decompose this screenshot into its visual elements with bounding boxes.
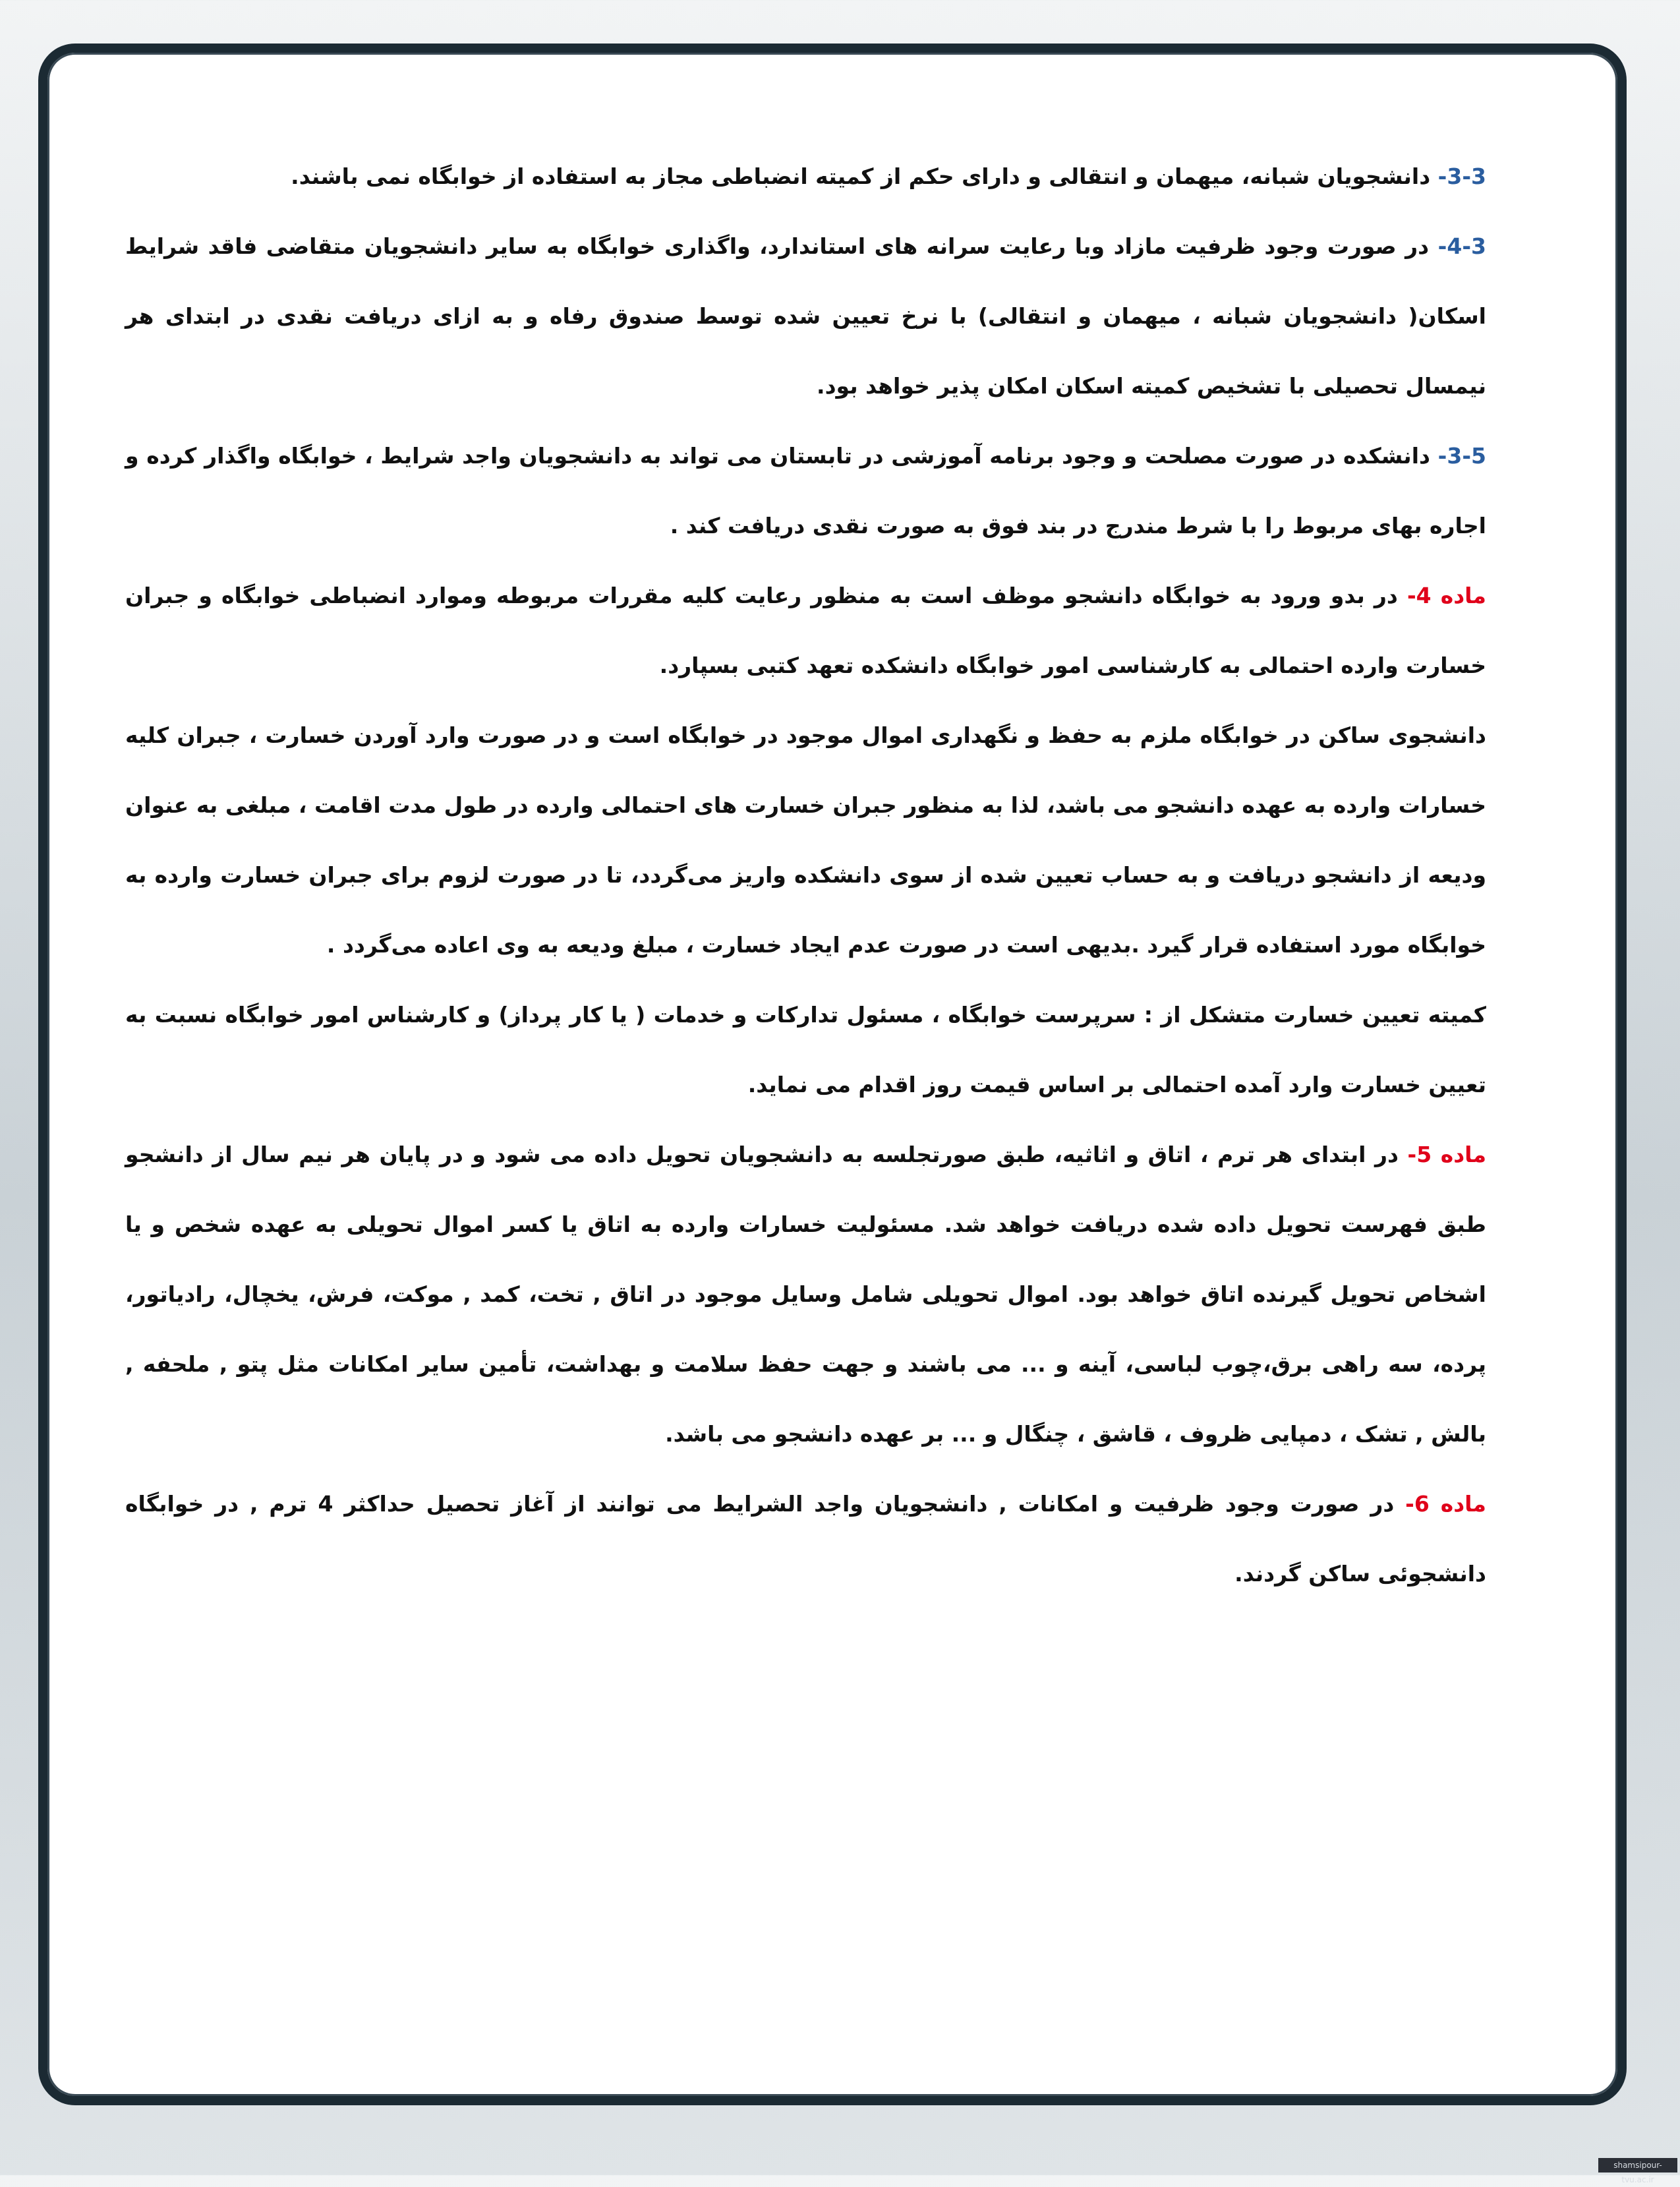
article-4 [125, 561, 1486, 701]
article-text: در بدو ورود به خوابگاه دانشجو موظف است به منظور رعایت کلیه مقررات مربوطه وموارد انضباطی خوابگاه و جبران خسارت وارده احتمالی به کارشناسی امور خوابگاه دانشکده تعهد کتبی بسپارد. [125, 583, 1486, 678]
clause-3-3 [125, 142, 1486, 212]
article-text: در ابتدای هر ترم ، اتاق و اثاثیه، طبق صورتجلسه به دانشجویان تحویل داده می شود و در پایان هر نیم سال از دانشجو طبق فهرست تحویل داده شده دریافت خواهد شد. مسئولیت خسارات وارده به اتاق یا کسر اموال تحویلی به عهده شخص و یا اشخاص تحویل گیرنده اتاق خواهد بود. اموال تحویلی شامل وسایل موجود در اتاق , تخت، کمد , موکت، فرش، یخچال، رادیاتور، پرده، سه راهی برق،چوب لباسی، آینه و ... می باشند و جهت حفظ سلامت و بهداشت، تأمین سایر امکانات مثل پتو , ملحفه , بالش , تشک ، دمپایی ظروف ، قاشق ، چنگال و ... بر عهده دانشجو می باشد. [125, 1142, 1486, 1447]
clause-text: دانشجویان شبانه، میهمان و انتقالی و دارای حکم از کمیته انضباطی مجاز به استفاده از خوابگاه نمی باشند. [291, 163, 1438, 189]
paragraph-text: دانشجوی ساکن در خوابگاه ملزم به حفظ و نگهداری اموال موجود در خوابگاه است و در صورت وارد آوردن خسارت ، جبران کلیه خسارات وارده به عهده دانشجو می باشد، لذا به منظور جبران خسارت های احتمالی وارده در طول مدت اقامت ، مبلغی به عنوان ودیعه از دانشجو دریافت و به حساب تعیین شده از سوی دانشکده واریز می‌گردد، تا در صورت لزوم برای جبران خسارت وارده به خوابگاه مورد استفاده قرار گیرد .بدیهی است در صورت عدم ایجاد خسارت ، مبلغ ودیعه به وی اعاده می‌گردد . [125, 722, 1486, 958]
damage-committee-paragraph [125, 980, 1486, 1120]
article-label: ماده 5- [1407, 1142, 1487, 1167]
clause-number: 3-3- [1437, 163, 1486, 189]
article-text: در صورت وجود ظرفیت و امکانات , دانشجویان واجد الشرایط می توانند از آغاز تحصیل حداکثر 4 ترم , در خوابگاه دانشجوئی ساکن گردند. [125, 1491, 1486, 1587]
article-6 [125, 1469, 1486, 1609]
article-label: ماده 6- [1405, 1491, 1486, 1517]
clause-text: دانشکده در صورت مصلحت و وجود برنامه آموزشی در تابستان می تواند به دانشجویان واجد شرایط ، خوابگاه واگذار کرده و اجاره بهای مربوط را با شرط مندرج در بند فوق به صورت نقدی دریافت کند . [125, 443, 1486, 539]
article-label: ماده 4- [1406, 583, 1486, 608]
clause-3-5 [125, 421, 1486, 561]
clause-3-4 [125, 212, 1486, 421]
clause-number: 3-5- [1437, 443, 1486, 469]
clause-number: 4-3- [1437, 233, 1486, 259]
site-watermark: shamsipour-tvu.ac.ir [1598, 2158, 1677, 2172]
deposit-paragraph [125, 701, 1486, 980]
clause-text: در صورت وجود ظرفیت مازاد وبا رعایت سرانه های استاندارد، واگذاری خوابگاه به سایر دانشجویان متقاضی فاقد شرایط اسکان( دانشجویان شبانه ، میهمان و انتقالی) با نرخ تعیین شده توسط صندوق رفاه و به ازای دریافت نقدی در ابتدای هر نیمسال تحصیلی با تشخیص کمیته اسکان امکان پذیر خواهد بود. [125, 233, 1486, 399]
document-body [125, 142, 1486, 1609]
paragraph-text: کمیته تعیین خسارت متشکل از : سرپرست خوابگاه ، مسئول تدارکات و خدمات ( یا کار پرداز) و کارشناس امور خوابگاه نسبت به تعیین خسارت وارد آمده احتمالی بر اساس قیمت روز اقدام می نماید. [125, 1002, 1486, 1097]
article-5 [125, 1120, 1486, 1469]
